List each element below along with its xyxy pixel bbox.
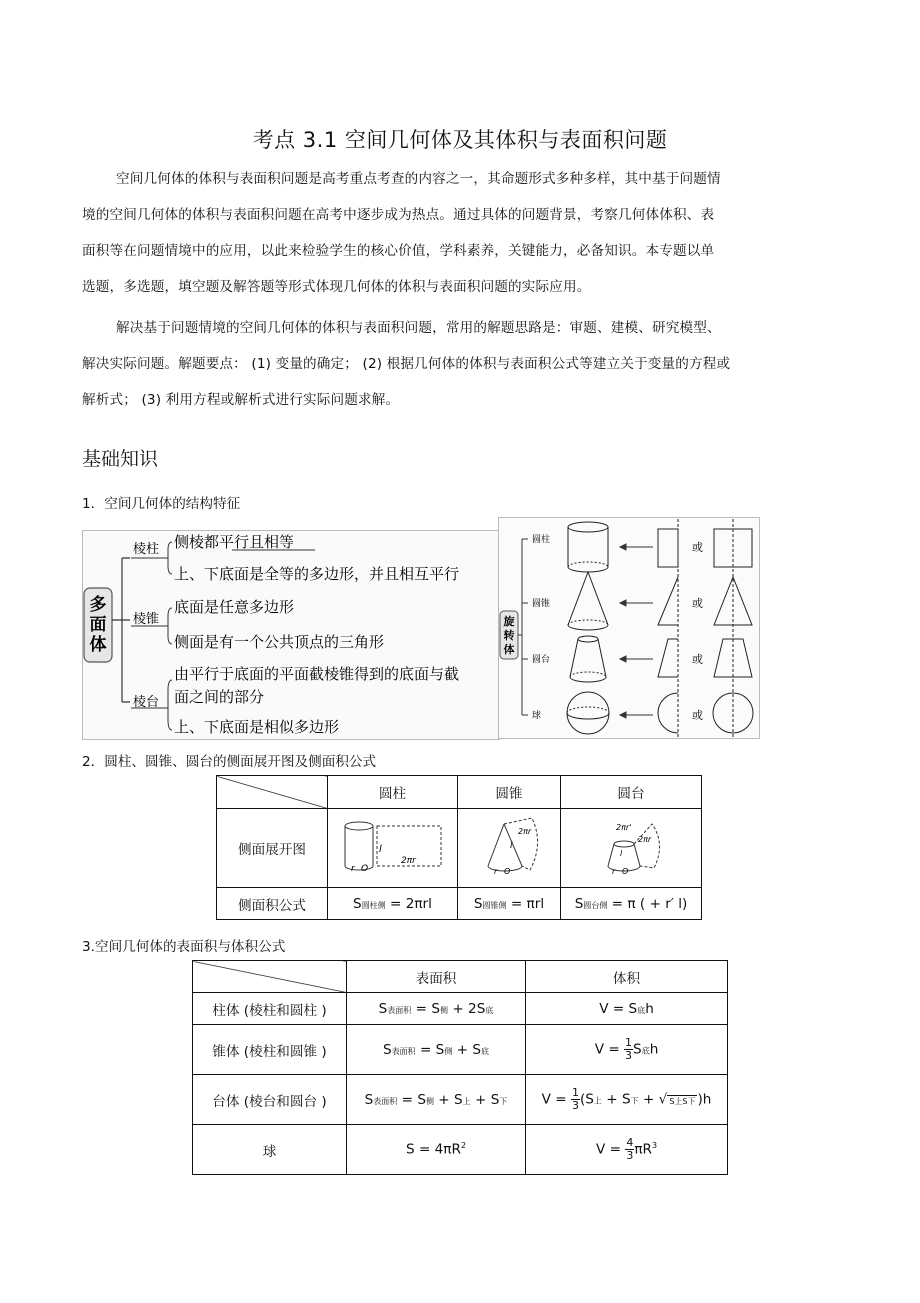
volume-formula: V = $\frac{4}{3}$ $\pi R^3$ (526, 1125, 728, 1175)
lateral-area-table (216, 775, 702, 920)
root-char: 转 (503, 629, 515, 642)
cylinder-unfold-cell (328, 809, 458, 888)
surface-volume-table (192, 960, 728, 1175)
intro-line: 选题，多选题，填空题及解答题等形式体现几何体的体积与表面积问题的实际应用。 (82, 279, 591, 295)
fraction: $\frac{1}{3}$ (625, 1036, 633, 1062)
prism-item: 上、下底面是全等的多边形，并且相互平行 (174, 565, 460, 583)
row-label: 台体 (棱台和圆台 ) (193, 1075, 347, 1125)
row-label: 侧面展开图 (217, 809, 328, 888)
intro-line: 解析式； (3) 利用方程或解析式进行实际问题求解。 (82, 392, 400, 408)
root-char: 体 (503, 643, 515, 656)
cone-unfold-figure (474, 814, 544, 878)
root-char: 旋 (503, 615, 515, 628)
volume-formula: V = $\frac{1}{3}$ S底h (526, 1025, 728, 1075)
fraction: $\frac{1}{3}$ (571, 1086, 579, 1112)
frustum-unfold-figure (596, 814, 666, 878)
or-text: 或 (692, 597, 703, 610)
section-1-heading: 1．空间几何体的结构特征 (82, 496, 241, 512)
center-label: O (360, 864, 368, 874)
intro-paragraph-2 (82, 310, 802, 418)
root-char: 面 (89, 615, 107, 635)
frustum-item: 上、下底面是相似多边形 (174, 718, 340, 736)
slant-label: l (620, 849, 623, 858)
column-header: 圆锥 (458, 776, 561, 809)
branch-label-pyramid: 棱锥 (133, 612, 160, 627)
formula-cell: S圆台侧 = π ( + r′ l) (561, 888, 702, 920)
section-2-heading: 2．圆柱、圆锥、圆台的侧面展开图及侧面积公式 (82, 754, 377, 770)
surface-formula: S表面积 = S侧 + 2S底 (347, 993, 526, 1025)
arc-label: 2πr (638, 835, 652, 844)
root-char: 多 (89, 595, 107, 615)
center-label: O (622, 867, 629, 876)
page-title: 考点 3.1 空间几何体及其体积与表面积问题 (252, 128, 668, 152)
arc-label: 2πr' (616, 823, 632, 832)
slant-label: l (378, 844, 382, 855)
section-3-heading: 3.空间几何体的表面积与体积公式 (82, 939, 286, 955)
pyramid-item: 底面是任意多边形 (174, 598, 295, 616)
column-header: 表面积 (347, 961, 526, 993)
intro-line: 解决实际问题。解题要点： (1) 变量的确定； (2) 根据几何体的体积与表面积公式等建立关于变量的方程或 (82, 356, 731, 372)
frustum-item: 由平行于底面的平面截棱锥得到的底面与截 (174, 665, 460, 683)
polyhedron-diagram (82, 530, 500, 740)
volume-formula: V = S底h (526, 993, 728, 1025)
corner-cell (193, 961, 347, 993)
cone-unfold-cell (458, 809, 561, 888)
frustum-item: 面之间的部分 (174, 688, 265, 706)
or-text: 或 (692, 653, 703, 666)
radius-label: r (494, 867, 498, 876)
intro-line: 解决基于问题情境的空间几何体的体积与表面积问题，常用的解题思路是：审题、建模、研究模型、 (116, 320, 721, 336)
section-title: 基础知识 (82, 448, 159, 470)
surface-formula: S表面积 = S侧 + S底 (347, 1025, 526, 1075)
intro-line: 空间几何体的体积与表面积问题是高考重点考查的内容之一，其命题形式多种多样，其中基于问题情 (116, 171, 721, 187)
or-text: 或 (692, 709, 703, 722)
arc-label: 2πr (518, 827, 532, 836)
surface-formula: $S = 4\pi R^2$ (347, 1125, 526, 1175)
row-label: 锥体 (棱柱和圆锥 ) (193, 1025, 347, 1075)
column-header: 圆柱 (328, 776, 458, 809)
pyramid-item: 侧面是有一个公共顶点的三角形 (174, 633, 385, 651)
row-label: 球 (193, 1125, 347, 1175)
formula-cell: S圆柱侧 = 2πrl (328, 888, 458, 920)
center-label: O (504, 867, 511, 876)
intro-paragraph-1 (82, 161, 802, 305)
column-header: 体积 (526, 961, 728, 993)
rotation-label-sphere: 球 (532, 711, 542, 721)
rotation-label-cylinder: 圆柱 (532, 535, 551, 545)
fraction: $\frac{4}{3}$ (626, 1136, 634, 1162)
formula-cell: S圆锥侧 = πrl (458, 888, 561, 920)
corner-cell (217, 776, 328, 809)
row-label: 侧面积公式 (217, 888, 328, 920)
volume-formula: V = $\frac{1}{3}$ (S上 + S下 + √ S上S下 )h (526, 1075, 728, 1125)
row-label: 柱体 (棱柱和圆柱 ) (193, 993, 347, 1025)
prism-item: 侧棱都平行且相等 (174, 533, 295, 551)
intro-line: 面积等在问题情境中的应用，以此来检验学生的核心价值，学科素养，关键能力，必备知识。本专题以单 (82, 243, 715, 259)
branch-label-frustum: 棱台 (133, 695, 160, 710)
rotation-label-cone: 圆锥 (532, 599, 551, 609)
intro-line: 境的空间几何体的体积与表面积问题在高考中逐步成为热点。通过具体的问题背景，考察几何体体积、表 (82, 207, 715, 223)
radius-label: r (612, 867, 616, 876)
rotation-label-frustum: 圆台 (532, 655, 551, 665)
column-header: 圆台 (561, 776, 702, 809)
arc-label: 2πr (400, 856, 416, 866)
frustum-unfold-cell (561, 809, 702, 888)
branch-label-prism: 棱柱 (133, 542, 160, 557)
or-text: 或 (692, 541, 703, 554)
rotation-solids-diagram (498, 517, 760, 739)
surface-formula: S表面积 = S侧 + S上 + S下 (347, 1075, 526, 1125)
radius-label: r (350, 864, 355, 874)
root-char: 体 (89, 635, 107, 655)
slant-label: l (510, 841, 513, 851)
cylinder-unfold-figure (341, 816, 445, 876)
